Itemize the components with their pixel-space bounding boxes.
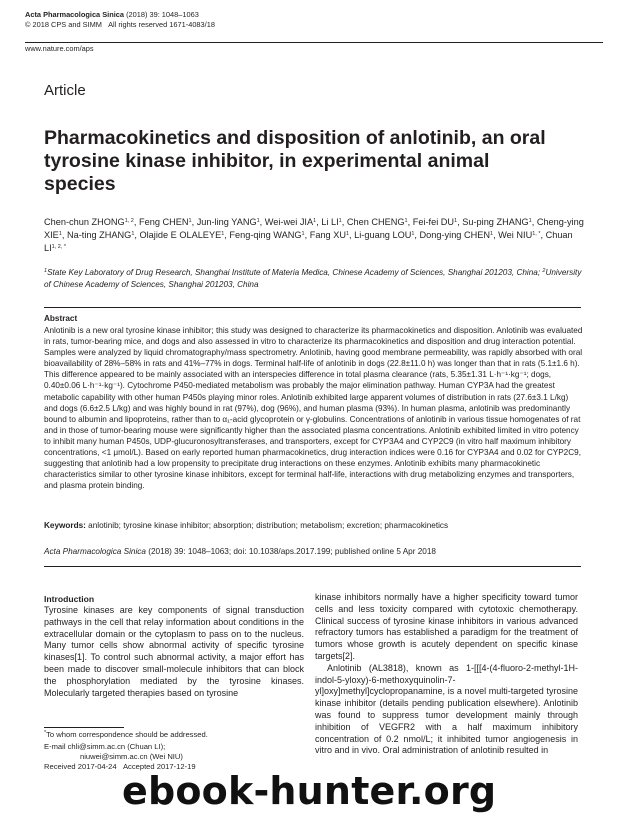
running-header-journal <box>25 10 199 19</box>
introduction-heading: Introduction <box>44 594 95 604</box>
author: Olajide E OLALEYE$^1$ <box>139 230 225 241</box>
running-header-copyright <box>25 20 215 29</box>
journal-url[interactable]: www.nature.com/aps <box>25 44 94 53</box>
rights: All rights reserved 1671-4083/18 <box>108 20 215 29</box>
citation-journal: Acta Pharmacologica Sinica <box>44 547 146 556</box>
author: Feng-qing WANG$^1$ <box>229 230 305 241</box>
intro-column-1: Tyrosine kinases are key components of signal transduction pathways in the cell that relay information about conditions in the extracellular domain or the cytoplasm to pass on to the nucleus. Many tumor cells show abnormal activity of specific tyrosine kinases[1]. To control such abnormal activity, a major effort has been made to discover small-molecule inhibitors that can block the phosphorylation mediated by the tyrosine kinases. Molecularly targeted therapies based on tyrosine <box>44 605 304 698</box>
article-type: Article <box>44 82 86 99</box>
abstract-bottom-rule <box>44 566 581 567</box>
keywords-text: anlotinib; tyrosine kinase inhibitor; absorption; distribution; metabolism; excretion; pharmacokinetics <box>88 521 449 530</box>
author: Jun-ling YANG$^1$ <box>196 217 260 227</box>
author: Cheng-ying XIE$^1$ <box>44 217 584 241</box>
author: Chen CHENG$^1$ <box>346 217 408 227</box>
intro-paragraph: kinase inhibitors normally have a higher specificity toward tumor cells and less toxicity compared with cytotoxic chemotherapy. Clinical success of tyrosine kinase inhibitors in various advanced refractory tumors has established a paradigm for the treatment of tumors whose growth is acutely dependent on specific kinase targets[2]. <box>315 592 578 661</box>
footnote-rule <box>44 727 124 728</box>
author: Dong-ying CHEN$^1$ <box>419 230 494 241</box>
keywords <box>44 520 584 531</box>
journal-name: Acta Pharmacologica Sinica <box>25 10 124 19</box>
header-rule <box>25 42 603 43</box>
author: Chen-chun ZHONG$^{1, 2}$ <box>44 217 134 227</box>
email-1[interactable]: E-mail chli@simm.ac.cn (Chuan LI); <box>44 742 166 751</box>
author: Wei-wei JIA$^1$ <box>264 217 317 227</box>
intro-column-2 <box>315 592 578 757</box>
email-2[interactable]: niuwei@simm.ac.cn (Wei NIU) <box>80 752 183 761</box>
watermark: ebook-hunter.org <box>122 769 497 813</box>
copyright: © 2018 CPS and SIMM <box>25 20 102 29</box>
author: Su-ping ZHANG$^1$ <box>462 217 532 227</box>
correspondence-note: *To whom correspondence should be addressed. <box>44 730 208 739</box>
affiliation-2: University of Chinese Academy of Sciences, Shanghai 201203, China <box>44 268 582 289</box>
author: Li-guang LOU$^1$ <box>354 230 415 241</box>
author: Chuan $LI^{1, 2, *}$ <box>44 230 573 254</box>
author: Wei $NIU^{1, *}$ <box>498 230 541 241</box>
page-title: Pharmacokinetics and disposition of anlotinib, an oral tyrosine kinase inhibitor, in experimental animal species <box>44 127 546 195</box>
journal-issue: (2018) 39: 1048–1063 <box>126 10 199 19</box>
author: Na-ting ZHANG$^1$ <box>66 230 135 241</box>
intro-paragraph: Anlotinib (AL3818), known as 1-[[[4-(4-fluoro-2-methyl-1H-indol-5-yloxy)-6-methoxyquinolin-7-yl]oxy]methyl]cyclopropanamine, is a novel multi-targeted tyrosine kinase inhibitor (details pending publication elsewhere). Anlotinib was found to suppress tumor development mainly through inhibition of VEGFR2 with a half maximum inhibitory concentration of 0.2 nmol/L; it inhibited tumor angiogenesis in vitro and in vivo. Oral administration of anlotinib resulted in <box>315 662 578 756</box>
affiliation-1: State Key Laboratory of Drug Research, Shanghai Institute of Materia Medica, Chinese Academy of Sciences, Shanghai 201203, China; <box>47 268 541 277</box>
accepted-date: Accepted 2017-12-19 <box>122 762 196 771</box>
received-date: Received 2017-04-24 <box>44 762 117 771</box>
author: Fei-fei $DU^1$ <box>412 217 458 227</box>
abstract-top-rule <box>44 307 581 308</box>
author: Fang $XU^1$ <box>309 230 350 241</box>
citation <box>44 546 584 557</box>
keywords-label: Keywords: <box>44 521 86 530</box>
abstract-text: Anlotinib is a new oral tyrosine kinase inhibitor; this study was designed to characterize its pharmacokinetics and disposition. Anlotinib was evaluated in rats, tumor-bearing mice, and dogs and also assessed in vitro to characterize its pharmacokinetics and disposition and drug interaction potential. Samples were analyzed by liquid chromatography/mass spectrometry. Anlotinib, having good membrane permeability, was rapidly absorbed with oral bioavailability of 28%–58% in rats and 41%–77% in dogs. Terminal half-life of anlotinib in dogs (22.8±11.0 h) was longer than that in rats (5.1±1.6 h). This difference appeared to be mainly associated with an interspecies difference in total plasma clearance (rats, 5.35±1.31 L·h⁻¹·kg⁻¹; dogs, 0.40±0.06 L·h⁻¹·kg⁻¹). Cytochrome P450-mediated metabolism was probably the major elimination pathway. Human CYP3A had the greatest metabolic capability with other human P450s playing minor roles. Anlotinib exhibited large apparent volumes of distribution in rats (27.6±3.1 L/kg) and dogs (6.6±2.5 L/kg) and was highly bound in rat (97%), dog (96%), and human plasma (93%). In human plasma, anlotinib was predominantly bound to albumin and lipoproteins, rather than to α₁-acid glycoprotein or γ-globulins. Concentrations of anlotinib in various tissue homogenates of rat and in those of tumor-bearing mouse were significantly higher than the associated plasma concentrations. Anlotinib exhibited limited in vitro potency to inhibit many human P450s, UDP-glucuronosyltransferases, and transporters, except for CYP3A4 and CYP2C9 (in vitro half maximum inhibitory concentrations, <1 μmol/L). Based on early reported human pharmacokinetics, drug interaction indices were 0.16 for CYP3A4 and 0.02 for CYP2C9, suggesting that anlotinib had a low propensity to precipitate drug interactions on these enzymes. Anlotinib exhibits many pharmacokinetic characteristics similar to other tyrosine kinase inhibitors, except for terminal half-life, interactions with drug metabolizing enzymes and transporters, and plasma protein binding. <box>44 326 583 491</box>
affiliations: $^1$State Key Laboratory of Drug Research, Shanghai Institute of Materia Medica, Chinese Academy of Sciences, Shanghai 201203, China; $^2$University of Chinese Academy of Sciences, Shanghai 201203, China <box>44 268 582 289</box>
author: Feng CHEN$^1$ <box>138 217 192 227</box>
abstract-heading: Abstract <box>44 314 78 323</box>
citation-details[interactable]: (2018) 39: 1048–1063; doi: 10.1038/aps.2017.199; published online 5 Apr 2018 <box>148 547 436 556</box>
author-list: Chen-chun ZHONG$^{1, 2}$, Feng CHEN$^1$, Jun-ling YANG$^1$, Wei-wei JIA$^1$, Li $LI^1$, Chen CHENG$^1$, Fei-fei $DU^1$, Su-ping ZHANG$^1$, Cheng-ying XIE$^1$, Na-ting ZHANG$^1$, Olajide E OLALEYE$^1$, Feng-qing WANG$^1$, Fang $XU^1$, Li-guang LOU$^1$, Dong-ying CHEN$^1$, Wei $NIU^{1, *}$, Chuan $LI^{1, 2, *}$ <box>44 217 584 254</box>
author: Li $LI^1$ <box>321 217 342 227</box>
